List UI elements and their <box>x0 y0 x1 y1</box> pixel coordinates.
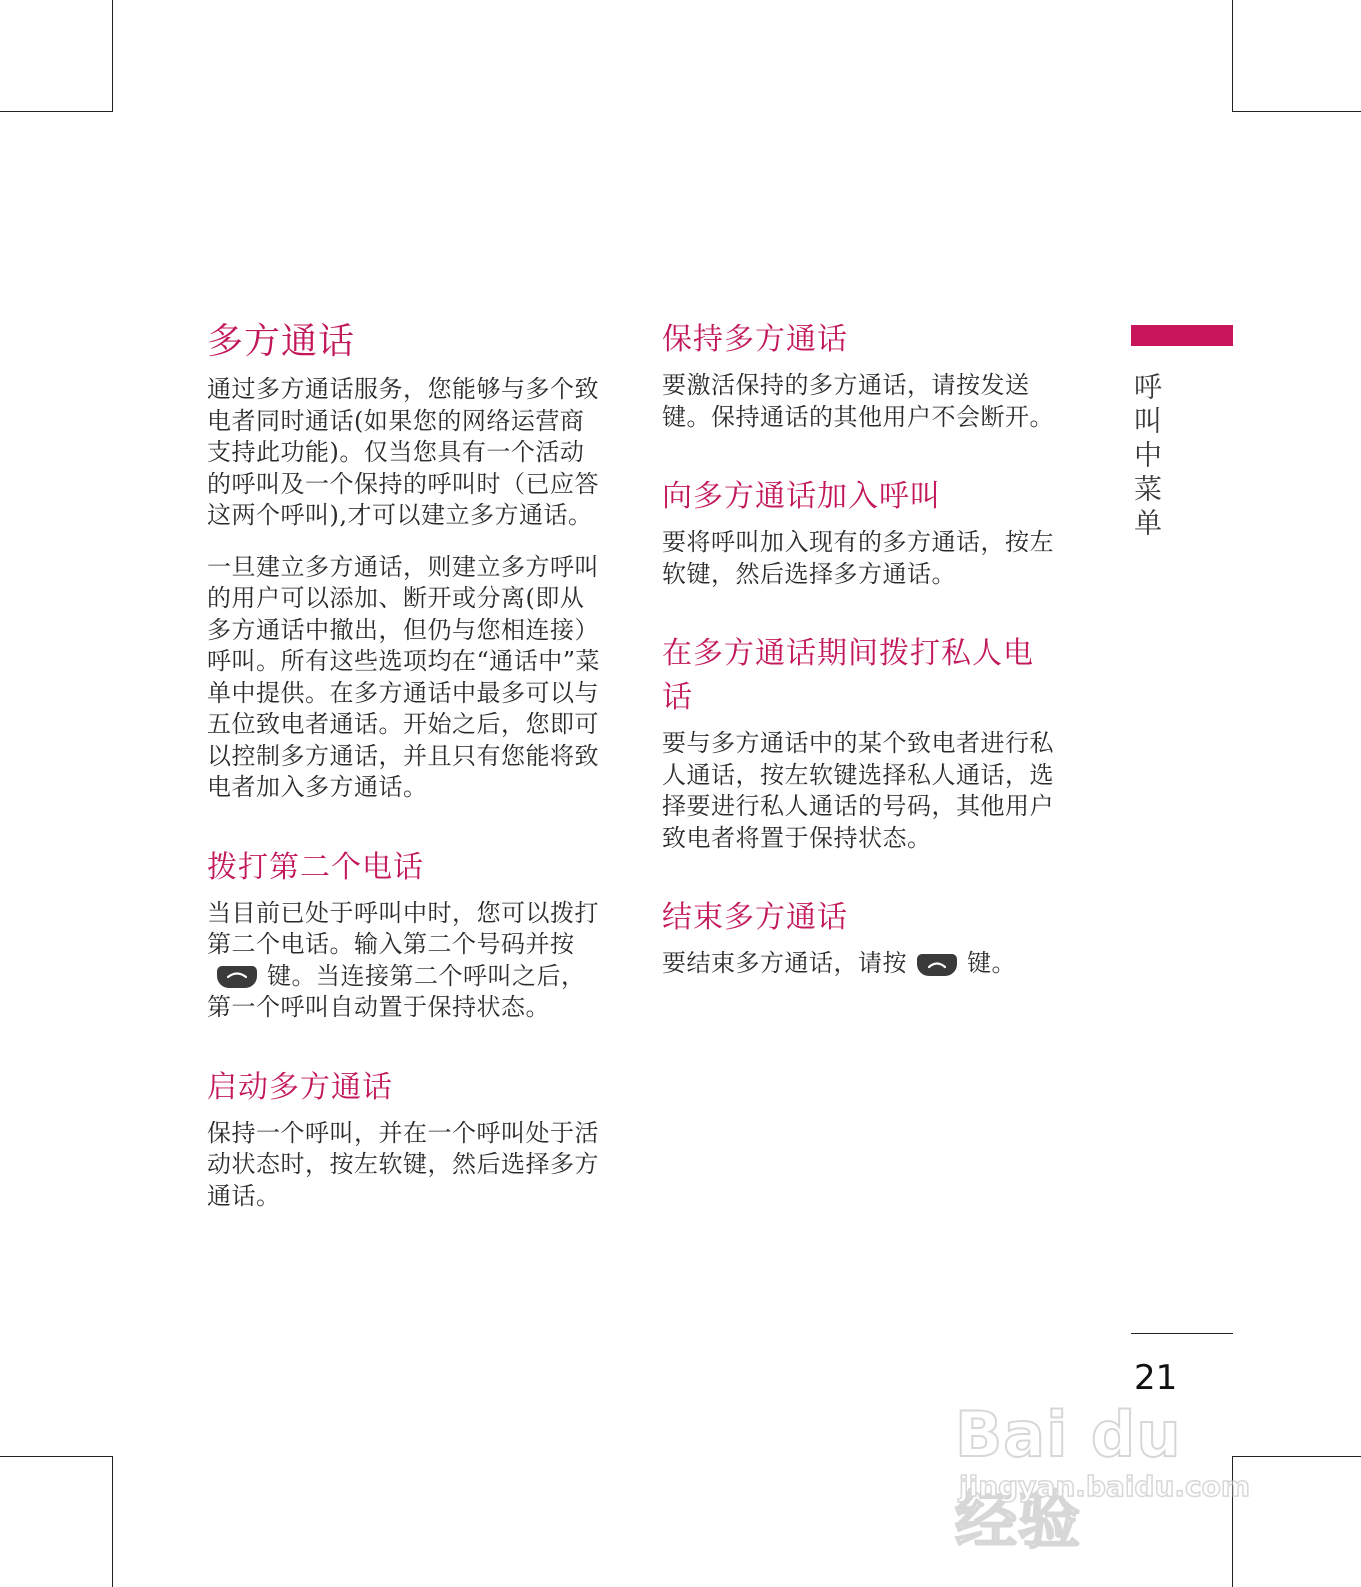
watermark-logo: Bai du 经验 <box>955 1398 1182 1557</box>
paragraph-second-call <box>207 898 607 1024</box>
paragraph: 通过多方通话服务，您能够与多个致电者同时通话(如果您的网络运营商支持此功能)。仅当您具有一个活动的呼叫及一个保持的呼叫时（已应答这两个呼叫),才可以建立多方通话。 <box>207 375 599 529</box>
section-title-start-conference: 启动多方通话 <box>207 1069 393 1105</box>
paragraph: 保持一个呼叫，并在一个呼叫处于活动状态时，按左软键，然后选择多方通话。 <box>207 1118 599 1210</box>
text: 键。当连接第二个呼叫之后，第一个呼叫自动置于保持状态。 <box>207 961 586 1021</box>
end-key-icon <box>917 954 957 976</box>
text: 要结束多方通话，请按 <box>662 949 907 977</box>
crop-mark <box>1232 111 1361 112</box>
left-column <box>207 318 607 1232</box>
section-title-conference: 多方通话 <box>207 321 356 362</box>
page-rule <box>1131 1333 1233 1334</box>
crop-mark <box>112 1456 113 1587</box>
crop-mark <box>1232 0 1233 112</box>
crop-mark <box>0 111 112 112</box>
text: 键。 <box>967 949 1016 977</box>
section-title-second-call: 拨打第二个电话 <box>207 849 424 885</box>
paragraph: 要将呼叫加入现有的多方通话，按左软键，然后选择多方通话。 <box>662 528 1054 588</box>
paragraph: 要激活保持的多方通话，请按发送键。保持通话的其他用户不会断开。 <box>662 371 1054 431</box>
side-tab-title: 呼叫中菜单 <box>1130 372 1163 542</box>
text: 当目前已处于呼叫中时，您可以拨打第二个电话。输入第二个号码并按 <box>207 898 599 958</box>
paragraph-end-conference <box>662 948 1054 980</box>
section-title-end-conference: 结束多方通话 <box>662 900 848 935</box>
section-title-hold: 保持多方通话 <box>662 322 848 357</box>
paragraph: 一旦建立多方通话，则建立多方呼叫的用户可以添加、断开或分离(即从多方通话中撤出，但仍与您相连接）呼叫。所有这些选项均在“通话中”菜单中提供。在多方通话中最多可以与五位致电者通话。开始之后，您即可以控制多方通话，并且只有您能将致电者加入多方通话。 <box>207 552 601 801</box>
section-title-add-call: 向多方通话加入呼叫 <box>662 479 941 514</box>
send-key-icon <box>217 966 257 988</box>
watermark <box>955 1378 1265 1557</box>
side-tab-bar <box>1131 325 1233 346</box>
paragraph: 要与多方通话中的某个致电者进行私人通话，按左软键选择私人通话，选择要进行私人通话的号码，其他用户致电者将置于保持状态。 <box>662 729 1054 852</box>
crop-mark <box>0 1456 112 1457</box>
page-number: 21 <box>1134 1358 1178 1398</box>
section-title-private-call: 在多方通话期间拨打私人电话 <box>662 636 1034 715</box>
right-column <box>662 318 1054 1000</box>
watermark-url: jingyan.baidu.com <box>959 1470 1251 1503</box>
crop-mark <box>112 0 113 112</box>
